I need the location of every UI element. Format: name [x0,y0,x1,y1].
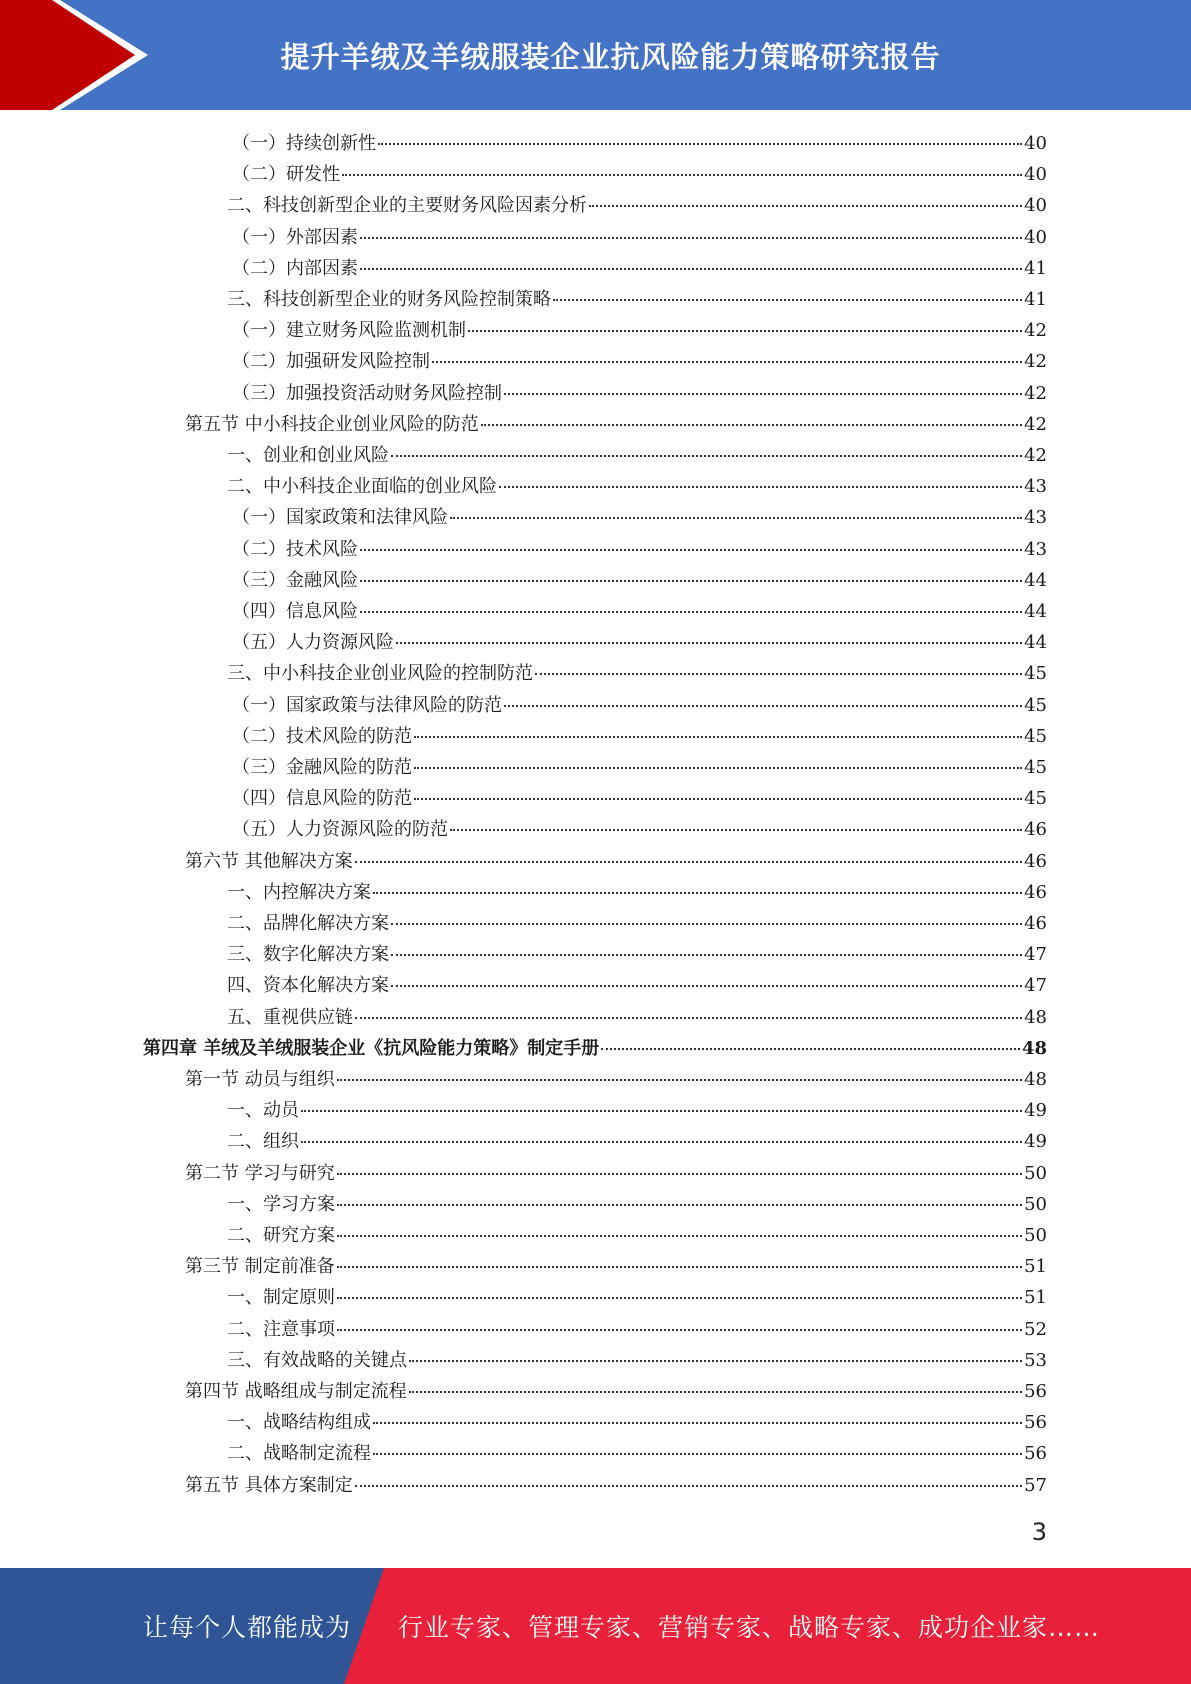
toc-entry-page: 48 [1024,1006,1047,1028]
toc-entry-page: 45 [1024,788,1047,810]
toc-entry-page: 49 [1024,1100,1047,1122]
toc-entry[interactable] [227,908,1047,939]
toc-dot-leader [337,1266,1022,1268]
toc-dot-leader [414,767,1022,769]
header-band [0,0,1191,110]
toc-entry[interactable] [227,284,1047,315]
toc-entry-page: 44 [1024,569,1047,591]
toc-entry-label: （五）人力资源风险 [232,632,394,654]
toc-entry-page: 56 [1024,1381,1047,1402]
toc-entry-page: 50 [1024,1162,1047,1184]
toc-entry[interactable] [185,846,1047,877]
toc-entry-label: （三）加强投资活动财务风险控制 [232,382,502,404]
toc-entry-page: 40 [1024,195,1047,217]
toc-entry-label: （四）信息风险的防范 [232,788,412,810]
footer-slogan-left: 让每个人都能成为 [143,1613,352,1642]
toc-entry-label: 第四节 战略组成与制定流程 [185,1381,407,1402]
toc-entry[interactable] [227,1407,1047,1438]
page-number: 3 [1031,1518,1047,1546]
toc-entry-page: 45 [1024,694,1047,716]
toc-entry-page: 43 [1024,507,1047,529]
toc-entry-page: 51 [1024,1287,1047,1309]
toc-entry[interactable] [227,1438,1047,1469]
toc-entry-label: 二、注意事项 [227,1318,335,1340]
toc-entry-label: 第一节 动员与组织 [185,1069,335,1090]
toc-entry-page: 45 [1024,725,1047,747]
toc-entry-page: 56 [1024,1412,1047,1434]
toc-dot-leader [355,1485,1022,1487]
toc-dot-leader [450,829,1022,831]
toc-entry[interactable] [232,752,1047,783]
toc-entry[interactable] [227,970,1047,1001]
toc-entry-page: 47 [1024,944,1047,966]
toc-entry-label: （四）信息风险 [232,601,358,622]
toc-entry-page: 47 [1024,975,1047,997]
toc-entry-label: 二、组织 [227,1131,299,1153]
toc-entry-page: 46 [1024,881,1047,903]
toc-entry-label: （二）研发性 [232,164,340,186]
toc-entry-page: 46 [1024,850,1047,872]
toc-dot-leader [373,1453,1022,1455]
toc-entry-page: 48 [1021,1037,1047,1059]
toc-entry[interactable] [232,502,1047,533]
toc-entry[interactable] [185,1376,1047,1407]
toc-dot-leader [450,517,1022,519]
toc-entry[interactable] [227,190,1047,221]
toc-dot-leader [360,611,1022,613]
toc-dot-leader [504,705,1022,707]
toc-entry[interactable] [227,1095,1047,1126]
toc-entry-page: 41 [1024,289,1047,310]
toc-entry[interactable] [185,1470,1047,1501]
toc-entry[interactable] [232,565,1047,596]
toc-entry-label: 一、学习方案 [227,1193,335,1215]
toc-entry-label: 第五节 中小科技企业创业风险的防范 [185,413,479,435]
toc-entry-label: 二、中小科技企业面临的创业风险 [227,476,497,498]
toc-entry-label: （三）金融风险的防范 [232,757,412,778]
toc-dot-leader [337,1173,1022,1175]
toc-entry-page: 42 [1024,413,1047,435]
toc-dot-leader [355,1017,1022,1019]
toc-entry[interactable] [227,471,1047,502]
toc-entry-page: 50 [1024,1193,1047,1215]
toc-entry-label: 三、中小科技企业创业风险的控制防范 [227,663,533,685]
toc-entry-label: 一、制定原则 [227,1287,335,1309]
toc-entry[interactable] [232,596,1047,627]
toc-entry-label: （五）人力资源风险的防范 [232,819,448,841]
toc-entry[interactable] [227,658,1047,689]
toc-entry[interactable] [227,1345,1047,1376]
toc-entry[interactable] [232,721,1047,752]
toc-entry-label: 三、有效战略的关键点 [227,1349,407,1371]
toc-entry-page: 53 [1024,1349,1047,1371]
toc-entry-page: 46 [1024,819,1047,841]
toc-entry[interactable] [227,1126,1047,1157]
toc-entry-label: 一、创业和创业风险 [227,445,389,466]
toc-entry-page: 43 [1024,476,1047,498]
toc-entry[interactable] [227,939,1047,970]
toc-dot-leader [337,1329,1022,1331]
toc-entry[interactable] [232,534,1047,565]
toc-entry-label: （一）外部因素 [232,226,358,248]
toc-dot-leader [553,299,1022,301]
toc-entry-page: 42 [1024,445,1047,466]
toc-entry[interactable] [232,315,1047,346]
toc-entry-label: （二）加强研发风险控制 [232,351,430,373]
toc-entry[interactable] [227,440,1047,471]
toc-dot-leader [409,1360,1022,1362]
toc-dot-leader [337,1204,1022,1206]
toc-entry-label: 二、品牌化解决方案 [227,913,389,934]
toc-dot-leader [535,673,1022,675]
toc-entry[interactable] [232,222,1047,253]
toc-entry-label: （一）国家政策与法律风险的防范 [232,694,502,716]
toc-entry[interactable] [185,1064,1047,1095]
toc-entry-label: 四、资本化解决方案 [227,975,389,997]
toc-dot-leader [414,736,1022,738]
toc-entry-label: 一、动员 [227,1100,299,1122]
toc-entry-page: 45 [1024,757,1047,778]
toc-entry[interactable] [232,814,1047,845]
toc-dot-leader [481,424,1022,426]
toc-entry-label: 三、数字化解决方案 [227,944,389,966]
toc-entry-page: 49 [1024,1131,1047,1153]
toc-entry[interactable] [232,378,1047,409]
toc-entry-page: 42 [1024,351,1047,373]
toc-entry-page: 52 [1024,1318,1047,1340]
toc-entry[interactable] [232,627,1047,658]
toc-entry-label: （三）金融风险 [232,569,358,591]
footer-band [0,1568,1191,1684]
red-chevron-icon [0,0,150,110]
toc-entry[interactable] [227,1314,1047,1345]
toc-entry-page: 40 [1024,133,1047,154]
toc-entry[interactable] [232,690,1047,721]
toc-entry-label: （二）技术风险 [232,538,358,560]
toc-entry-label: 一、内控解决方案 [227,881,371,903]
toc-dot-leader [337,1297,1022,1299]
toc-dot-leader [589,205,1022,207]
toc-dot-leader [360,268,1022,270]
toc-entry-label: （一）建立财务风险监测机制 [232,320,466,342]
toc-dot-leader [301,1110,1022,1112]
toc-entry[interactable] [185,1251,1047,1282]
toc-dot-leader [432,361,1022,363]
toc-dot-leader [499,486,1022,488]
toc-dot-leader [601,1048,1020,1050]
toc-dot-leader [337,1079,1022,1081]
toc-entry-label: 第三节 制定前准备 [185,1256,335,1278]
toc-dot-leader [409,1391,1022,1393]
toc-dot-leader [378,143,1022,145]
toc-entry-label: 五、重视供应链 [227,1006,353,1028]
toc-entry-page: 44 [1024,601,1047,622]
toc-entry-page: 57 [1024,1474,1047,1496]
toc-dot-leader [391,954,1022,956]
toc-entry[interactable] [232,128,1047,159]
toc-dot-leader [391,985,1022,987]
toc-entry[interactable] [143,1033,1047,1064]
toc-entry-page: 50 [1024,1225,1047,1246]
toc-dot-leader [301,1141,1022,1143]
toc-dot-leader [360,237,1022,239]
toc-entry-page: 56 [1024,1443,1047,1465]
toc-entry-page: 41 [1024,257,1047,279]
toc-dot-leader [391,923,1022,925]
toc-entry[interactable] [232,253,1047,284]
toc-entry-page: 44 [1024,632,1047,654]
toc-dot-leader [360,549,1022,551]
toc-entry-label: 第二节 学习与研究 [185,1162,335,1184]
toc-entry-label: 第四章 羊绒及羊绒服装企业《抗风险能力策略》制定手册 [143,1037,600,1059]
toc-entry-page: 51 [1024,1256,1047,1278]
toc-dot-leader [396,642,1022,644]
toc-dot-leader [337,1235,1022,1237]
toc-entry-label: 二、研究方案 [227,1225,335,1246]
toc-entry-page: 42 [1024,382,1047,404]
toc-entry-page: 40 [1024,226,1047,248]
document-title: 提升羊绒及羊绒服装企业抗风险能力策略研究报告 [280,39,941,74]
toc-dot-leader [373,892,1022,894]
toc-dot-leader [342,174,1022,176]
toc-entry[interactable] [232,159,1047,190]
toc-entry[interactable] [227,1189,1047,1220]
toc-entry-page: 45 [1024,663,1047,685]
toc-dot-leader [414,798,1022,800]
toc-entry-label: （二）内部因素 [232,257,358,279]
toc-dot-leader [504,393,1022,395]
toc-dot-leader [373,1422,1022,1424]
toc-entry[interactable] [232,783,1047,814]
toc-entry-label: 二、战略制定流程 [227,1443,371,1465]
toc-entry[interactable] [185,409,1047,440]
toc-entry-label: （一）国家政策和法律风险 [232,507,448,529]
toc-dot-leader [355,861,1022,863]
toc-entry-label: 三、科技创新型企业的财务风险控制策略 [227,289,551,310]
toc-entry-page: 40 [1024,164,1047,186]
toc-entry[interactable] [227,877,1047,908]
toc-entry-page: 43 [1024,538,1047,560]
footer-slogan-right: 行业专家、管理专家、营销专家、战略专家、成功企业家…… [398,1613,1101,1642]
toc-entry-page: 48 [1024,1069,1047,1090]
toc-entry-label: （二）技术风险的防范 [232,725,412,747]
toc-entry[interactable] [227,1220,1047,1251]
toc-dot-leader [360,580,1022,582]
toc-entry-page: 42 [1024,320,1047,342]
toc-entry-label: 一、战略结构组成 [227,1412,371,1434]
toc-entry[interactable] [232,346,1047,377]
toc-dot-leader [468,330,1022,332]
toc-entry[interactable] [227,1282,1047,1313]
toc-entry-page: 46 [1024,913,1047,934]
toc-entry-label: 第六节 其他解决方案 [185,850,353,872]
toc-entry-label: 二、科技创新型企业的主要财务风险因素分析 [227,195,587,217]
toc-entry-label: （一）持续创新性 [232,133,376,154]
toc-entry[interactable] [185,1158,1047,1189]
toc-entry[interactable] [227,1002,1047,1033]
toc-entry-label: 第五节 具体方案制定 [185,1474,353,1496]
toc-dot-leader [391,455,1022,457]
